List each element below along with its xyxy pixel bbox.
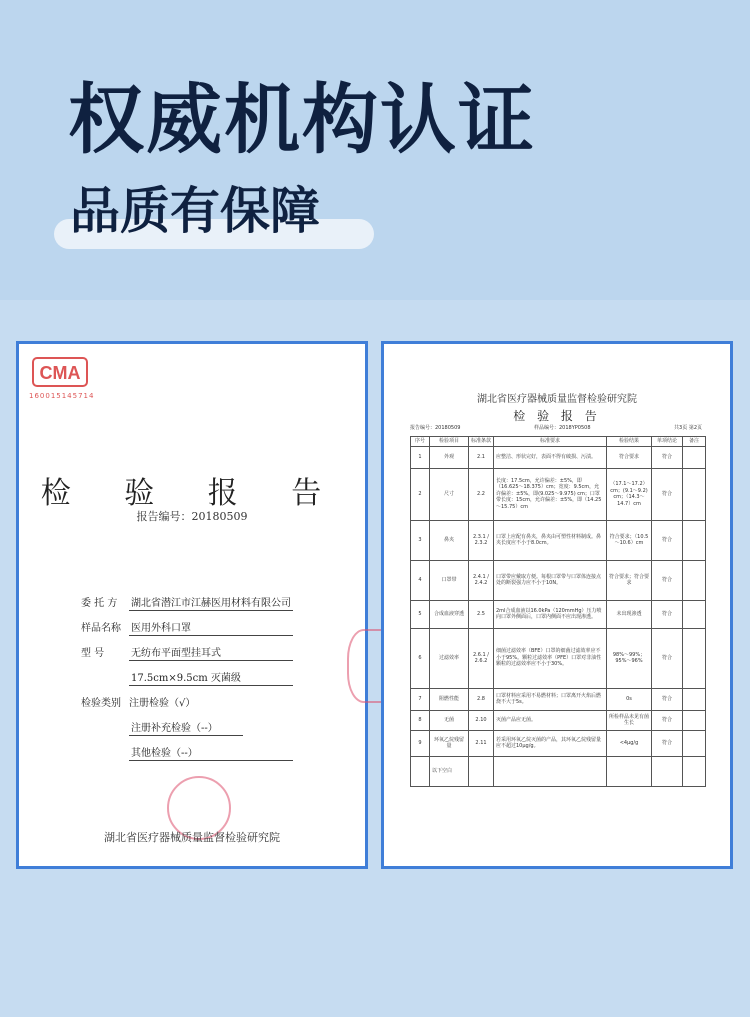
table-cell: 2 [411, 468, 430, 520]
field-label: 委 托 方 [81, 598, 118, 609]
table-cell [411, 756, 430, 786]
inspection-table [410, 436, 706, 787]
table-cell: 外观 [430, 446, 469, 468]
table-cell: 1 [411, 446, 430, 468]
table-cell [683, 710, 706, 730]
table-row [411, 520, 706, 560]
table-cell: 若采用环氧乙烷灭菌的产品，其环氧乙烷残留量应不超过10μg/g。 [494, 730, 607, 756]
table-cell: 0s [607, 688, 652, 710]
field-label: 样品名称 [81, 623, 121, 634]
table-row [411, 600, 706, 628]
column-header: 检验项目 [430, 437, 469, 447]
table-cell: 符合 [652, 600, 683, 628]
table-cell: 2.5 [469, 600, 494, 628]
table-cell: 5 [411, 600, 430, 628]
table-cell [683, 756, 706, 786]
table-cell: 2.11 [469, 730, 494, 756]
table-cell [469, 756, 494, 786]
table-row [411, 730, 706, 756]
field-model [81, 644, 293, 661]
report-title: 检 验 报 告 [40, 476, 344, 511]
page-indicator: 共3页 第2页 [674, 425, 702, 431]
institute-name: 湖北省医疗器械质量监督检验研究院 [477, 394, 637, 405]
table-row [411, 446, 706, 468]
field-label: 检验类别 [81, 698, 121, 709]
table-cell: 符合 [652, 710, 683, 730]
table-cell: <4μg/g [607, 730, 652, 756]
table-cell: 口罩带应戴取方便。每根口罩带与口罩体连接点处的断裂强力应不小于10N。 [494, 560, 607, 600]
table-cell: 3 [411, 520, 430, 560]
table-cell [652, 756, 683, 786]
table-cell: 符合 [652, 446, 683, 468]
column-header: 标准条款 [469, 437, 494, 447]
cma-number: 160015145714 [29, 392, 95, 400]
table-cell: 2.3.1 / 2.3.2 [469, 520, 494, 560]
table-cell: 以下空白 [430, 756, 469, 786]
right-report-page [381, 341, 733, 869]
sample-number: 样品编号：2018YP0508 [534, 425, 591, 431]
field-value: 湖北省潜江市江赫医用材料有限公司 [129, 594, 293, 611]
table-cell: 符合 [652, 730, 683, 756]
table-cell: 未出现渗透 [607, 600, 652, 628]
field-value: 注册补充检验（--） [129, 719, 243, 736]
table-cell: 细菌过滤效率（BFE）口罩的细菌过滤效率应不小于95%。颗粒过滤效率（PFE）口罩对非油性颗粒的过滤效率应不小于30%。 [494, 628, 607, 688]
field-value: 无纺布平面型挂耳式 [129, 644, 293, 661]
table-cell [683, 520, 706, 560]
table-cell: 过滤效率 [430, 628, 469, 688]
table-cell: 合成血液穿透 [430, 600, 469, 628]
table-cell: 所检样品未见有菌生长 [607, 710, 652, 730]
cma-logo-icon [31, 356, 91, 392]
left-report-cover [16, 341, 368, 869]
field-other [81, 744, 293, 761]
table-cell: 符合 [652, 688, 683, 710]
table-cell [683, 600, 706, 628]
field-value: 注册检验（√） [129, 698, 196, 709]
table-cell: 口罩材料应采用不易燃材料；口罩离开火焰后燃烧不大于5s。 [494, 688, 607, 710]
table-cell: 符合 [652, 520, 683, 560]
table-cell: 尺寸 [430, 468, 469, 520]
table-cell [683, 446, 706, 468]
table-cell: 4 [411, 560, 430, 600]
field-value: 17.5cm×9.5cm 灭菌级 [129, 669, 293, 686]
table-row [411, 710, 706, 730]
field-inspection-type [81, 694, 195, 709]
field-client [81, 594, 293, 611]
table-cell [683, 628, 706, 688]
table-cell [494, 756, 607, 786]
column-header: 序号 [411, 437, 430, 447]
table-cell [683, 560, 706, 600]
field-value: 医用外科口罩 [129, 619, 293, 636]
table-cell: 灭菌产品应无菌。 [494, 710, 607, 730]
table-row [411, 756, 706, 786]
table-cell: 2.2 [469, 468, 494, 520]
table-cell: 符合 [652, 628, 683, 688]
table-row [411, 628, 706, 688]
table-cell: 8 [411, 710, 430, 730]
field-label: 型 号 [81, 648, 105, 659]
column-header: 单项结论 [652, 437, 683, 447]
table-cell: 符合要求 [607, 446, 652, 468]
table-cell: 符合要求；（10.5～10.6）cm [607, 520, 652, 560]
table-cell: 鼻夹 [430, 520, 469, 560]
table-row [411, 688, 706, 710]
table-cell: 符合 [652, 560, 683, 600]
report-title: 检 验 报 告 [513, 409, 601, 423]
table-cell: 长度：17.5cm，允许偏差：±5%，即（16.625～18.375）cm；宽度：9.5cm，允许偏差：±5%，即(9.025～9.975) cm；口罩带长度：15cm，允许偏差：±5%，即（14.25～15.75）cm [494, 468, 607, 520]
table-cell: 无菌 [430, 710, 469, 730]
table-cell: 98%～99%；95%～96% [607, 628, 652, 688]
table-cell: 2ml合成血液以16.0kPa（120mmHg）压力喷向口罩外侧面后，口罩内侧面不应出现渗透。 [494, 600, 607, 628]
table-cell: 环氧乙烷残留量 [430, 730, 469, 756]
table-cell: （17.1～17.2）cm；(9.1～9.2) cm；（14.3～14.7）cm [607, 468, 652, 520]
table-cell: 阻燃性能 [430, 688, 469, 710]
table-header-row [411, 437, 706, 447]
page-title: 权威机构认证 [68, 75, 536, 164]
table-cell: 口罩上应配有鼻夹，鼻夹由可塑性材料制成。鼻夹长度应不小于8.0cm。 [494, 520, 607, 560]
table-cell [683, 688, 706, 710]
table-cell: 2.8 [469, 688, 494, 710]
report-number: 报告编号：20180509 [136, 510, 248, 523]
table-cell: 7 [411, 688, 430, 710]
table-row [411, 468, 706, 520]
table-cell [683, 468, 706, 520]
cma-logo-text: CMA [39, 363, 81, 383]
column-header: 标准要求 [494, 437, 607, 447]
institute-footer: 湖北省医疗器械质量监督检验研究院 [104, 831, 280, 844]
table-cell [607, 756, 652, 786]
report-number: 报告编号：20180509 [410, 425, 461, 431]
table-cell: 符合要求；符合要求 [607, 560, 652, 600]
table-cell: 9 [411, 730, 430, 756]
field-spec [81, 669, 293, 686]
table-cell: 6 [411, 628, 430, 688]
page-subtitle: 品质有保障 [70, 182, 320, 240]
table-row [411, 560, 706, 600]
table-cell: 口罩带 [430, 560, 469, 600]
table-cell: 应整洁、形状完好，表面不得有破损、污渍。 [494, 446, 607, 468]
table-cell [683, 730, 706, 756]
field-value: 其他检验（--） [129, 744, 293, 761]
table-cell: 2.10 [469, 710, 494, 730]
table-cell: 符合 [652, 468, 683, 520]
table-cell: 2.1 [469, 446, 494, 468]
field-sample-name [81, 619, 293, 636]
table-cell: 2.4.1 / 2.4.2 [469, 560, 494, 600]
column-header: 检验结果 [607, 437, 652, 447]
field-supplementary [81, 719, 243, 736]
column-header: 备注 [683, 437, 706, 447]
table-cell: 2.6.1 / 2.6.2 [469, 628, 494, 688]
